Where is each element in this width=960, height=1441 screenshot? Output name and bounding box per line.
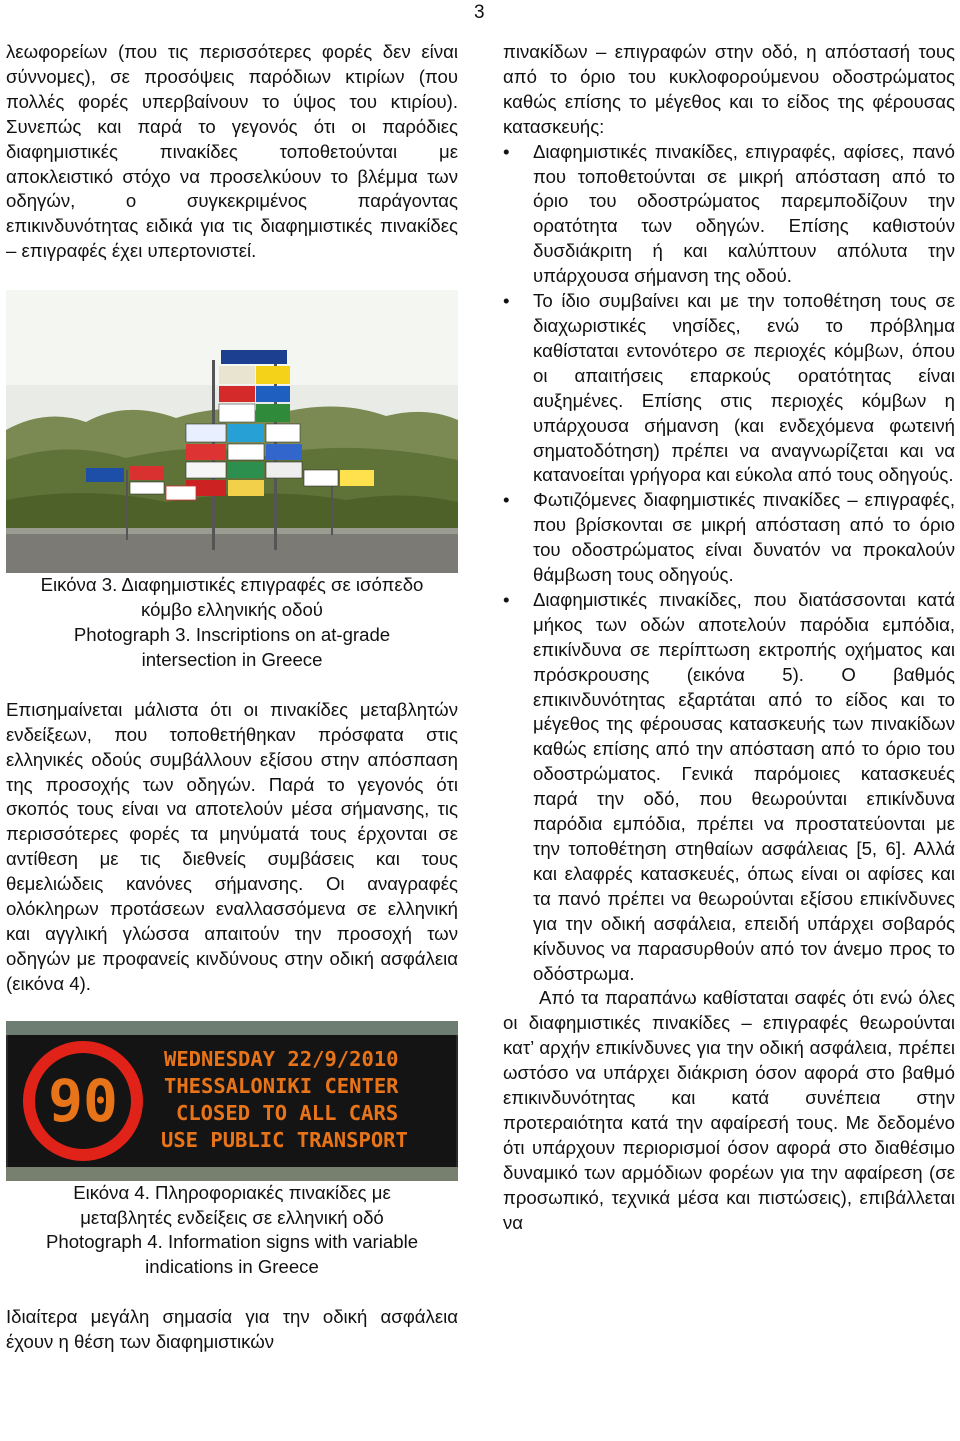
list-item bbox=[503, 140, 955, 289]
list-item-text: Διαφημιστικές πινακίδες, που διατάσσονται κατά μήκος των οδών αποτελούν παρόδια εμπόδια, επικίνδυνα σε περίπτωση εκτροπής οχήματος και πρόσκρουσης (εικόνα 5). Ο βαθμός επικινδυνότητας εξαρτάται από το είδος και το μέγεθος της φέρουσας κατασκευής των πινακίδων καθώς επίσης από την απόσταση από το όριο του οδοστρώματος. Γενικά παρόμοιες κατασκευές παρά την οδό, που θεωρούνται επικίνδυνα παρόδια εμπόδια, πρέπει να προστατεύονται με την τοποθέτηση στηθαίων ασφάλειας [5, 6]. Αλλά και ελαφρές κατασκευές, όπως είναι οι αφίσες και τα πανό πρέπει να θεωρούνται εξίσου επικίνδυνες για την οδική ασφάλεια, επειδή υπάρχει σοβαρός κίνδυνος να παρασυρθούν από τον άνεμο προς το οδόστρωμα. bbox=[533, 588, 955, 984]
list-item-text: Φωτιζόμενες διαφημιστικές πινακίδες – επιγραφές, που βρίσκονται σε μικρή απόσταση από το όριο του οδοστρώματος είναι δυνατόν να προκαλούν θάμβωση τους οδηγούς. bbox=[533, 489, 955, 586]
sign-line-1: WEDNESDAY 22/9/2010 bbox=[164, 1046, 399, 1071]
figure-3-caption-gr-1: Εικόνα 3. Διαφημιστικές επιγραφές σε ισόπεδο bbox=[40, 574, 424, 596]
figure-3-photo bbox=[6, 290, 458, 573]
left-paragraph-1: λεωφορείων (που τις περισσότερες φορές δεν είναι σύννομες), σε προσόψεις παρόδιων κτιρίων (που πολλές φορές υπερβαίνουν το ύψος του κτιρίου). Συνεπώς και παρά το γεγονός ότι οι παρόδιες διαφημιστικές πινακίδες τοποθετούνται με αποκλειστικό στόχο να προσελκύουν το βλέμμα των οδηγών, ο συγκεκριμένος παράγοντας επικινδυνότητας ειδικά για τις διαφημιστικές πινακίδες – επιγραφές έχει υπερτονιστεί. bbox=[6, 41, 458, 262]
figure-3-caption-gr-2: κόμβο ελληνικής οδού bbox=[141, 599, 323, 621]
list-item bbox=[503, 289, 955, 488]
roadside-signs-photo bbox=[6, 290, 458, 573]
figure-3-caption-en-1: Photograph 3. Inscriptions on at-grade bbox=[73, 623, 391, 645]
bullet-icon: • bbox=[503, 140, 510, 162]
page-number: 3 bbox=[474, 2, 485, 23]
figure-3-caption-en-2: intersection in Greece bbox=[141, 648, 323, 670]
figure-4-caption-gr-1: Εικόνα 4. Πληροφοριακές πινακίδες με bbox=[73, 1181, 391, 1203]
list-item-text: Το ίδιο συμβαίνει και με την τοποθέτηση τους σε διαχωριστικές νησίδες, ενώ το πρόβλημα καθίσταται εντονότερο σε περιοχές κόμβων, όπου οι απαιτήσεις επαρκούς ορατότητας είναι αυξημένες. Επίσης στις περιοχές κόμβων η υπάρχουσα σήμανση (και ενδεχόμενα φωτεινή σηματοδότηση) πρέπει να αναγνωρίζεται και να κατανοείται γρήγορα και εύκολα από τους οδηγούς. bbox=[533, 290, 955, 486]
right-column bbox=[503, 40, 955, 1236]
sign-line-2: THESSALONIKI CENTER bbox=[164, 1073, 399, 1098]
right-paragraph-2: Από τα παραπάνω καθίσταται σαφές ότι ενώ όλες οι διαφημιστικές πινακίδες – επιγραφές θεωρούνται κατ’ αρχήν επικίνδυνες για την οδική ασφάλεια, πρέπει ωστόσο να υπάρχει διάκριση όσον αφορά στο βαθμό επικινδυνότητας και κατά συνέπεια στην προτεραιότητα κατά την αφαίρεσή τους. Με δεδομένο ότι υπάρχουν περιορισμοί όσον αφορά στο διαθέσιμο δυναμικό των αρμόδιων φορέων για την αφαίρεση (σε προσωπικό, τεχνικά μέσα και πιστώσεις), επιβάλλεται να bbox=[503, 987, 955, 1233]
bullet-icon: • bbox=[503, 588, 510, 610]
sign-line-4: USE PUBLIC TRANSPORT bbox=[161, 1127, 408, 1152]
risk-factor-list bbox=[503, 140, 955, 987]
figure-3-caption bbox=[6, 573, 458, 673]
list-item-text: Διαφημιστικές πινακίδες, επιγραφές, αφίσες, πανό που τοποθετούνται σε μικρή απόσταση από το όριο του οδοστρώματος παρεμποδίζουν την ορατότητα των οδηγών. Επίσης καθιστούν δυσδιάκριτη ή και καλύπτουν απόλυτα την υπάρχουσα σήμανση της οδού. bbox=[533, 140, 955, 287]
left-paragraph-2: Επισημαίνεται μάλιστα ότι οι πινακίδες μεταβλητών ενδείξεων, που τοποθετήθηκαν πρόσφατα στις ελληνικές οδούς συμβάλλουν εξίσου στην απόσπαση της προσοχής των οδηγών. Παρά το γεγονός ότι σκοπός τους είναι να αποτελούν μέσα σήμανσης, τις περισσότερες φορές τα μηνύματά τους έρχονται σε αντίθεση με τις διεθνείς συμβάσεις και τους θεμελιώδεις κανόνες σήμανσης. Οι αναγραφές ολόκληρων προτάσεων εναλλασσόμενα σε ελληνική και αγγλική γλώσσα απαιτούν την προσοχή των οδηγών με προφανείς κινδύνους στην οδική ασφάλεια (εικόνα 4). bbox=[6, 698, 458, 994]
sign-line-3: CLOSED TO ALL CARS bbox=[176, 1100, 399, 1125]
bullet-icon: • bbox=[503, 489, 510, 511]
figure-4-caption-gr-2: μεταβλητές ενδείξεις σε ελληνική οδό bbox=[80, 1206, 384, 1228]
right-paragraph-1: πινακίδων – επιγραφών στην οδό, η απόστασή τους από το όριο του κυκλοφορούμενου οδοστρώματος καθώς επίσης το μέγεθος και το είδος της φέρουσας κατασκευής: bbox=[503, 41, 955, 137]
figure-4-caption-en-2: indications in Greece bbox=[145, 1256, 319, 1278]
figure-4-caption bbox=[6, 1181, 458, 1281]
figure-4-caption-en-1: Photograph 4. Information signs with variable bbox=[45, 1231, 419, 1253]
variable-message-sign-photo bbox=[6, 1021, 458, 1181]
bullet-icon: • bbox=[503, 290, 510, 312]
figure-4-photo bbox=[6, 1021, 458, 1181]
list-item bbox=[503, 588, 955, 987]
left-paragraph-3: Ιδιαίτερα μεγάλη σημασία για την οδική ασφάλεια έχουν η θέση των διαφημιστικών bbox=[6, 1306, 458, 1353]
left-column bbox=[6, 40, 458, 1355]
sign-speed-limit: 90 bbox=[48, 1066, 118, 1135]
list-item bbox=[503, 488, 955, 588]
